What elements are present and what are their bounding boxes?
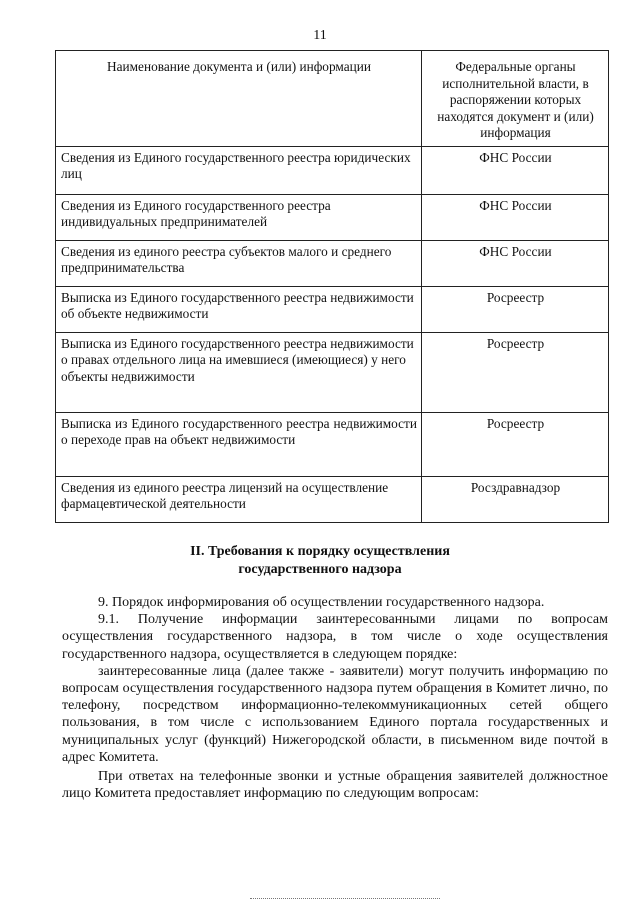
table-row [56,146,609,194]
paragraph: 9. Порядок информирования об осуществлении государственного надзора. [98,595,545,610]
table-cell-authority: ФНС России [422,194,609,240]
table-cell-authority: Росреестр [422,332,609,412]
table-row [56,332,609,412]
table-row [56,194,609,240]
paragraph: заинтересованные лица (далее также - заявители) могут получить информацию по вопросам осуществления государственного надзора путем обращения в Комитет лично, по телефону, посредством информационно-телекоммуникационных сетей общего пользования, в том числе с использованием Единого портала государственных и муниципальных услуг (функций) Нижегородской области, в письменном виде почтой в адрес Комитета. [62,663,608,765]
table-row [56,412,609,476]
table-header-document: Наименование документа и (или) информации [56,51,422,147]
table-cell-document: Сведения из единого реестра субъектов малого и среднего предпринимательства [56,240,422,286]
table-cell-document: Выписка из Единого государственного реестра недвижимости о переходе прав на объект недвижимости [56,412,422,476]
table-cell-authority: ФНС России [422,146,609,194]
table-row [56,240,609,286]
table-cell-document: Сведения из Единого государственного реестра юридических лиц [56,146,422,194]
documents-table [55,50,609,523]
table-cell-document: Сведения из Единого государственного реестра индивидуальных предпринимателей [56,194,422,240]
section-heading [0,543,640,579]
table-cell-authority: Росреестр [422,286,609,332]
section-title-line1: II. Требования к порядку осуществления [190,544,450,559]
table-row [56,476,609,522]
table-cell-authority: Росздравнадзор [422,476,609,522]
section-title-line2: государственного надзора [238,562,402,577]
table-header-row [56,51,609,147]
table-cell-authority: Росреестр [422,412,609,476]
table-header-authority: Федеральные органы исполнительной власти, в распоряжении которых находятся документ и (или) информация [422,51,609,147]
table-cell-document: Выписка из Единого государственного реестра недвижимости о правах отдельного лица на имевшиеся (имеющиеся) у него объекты недвижимости [56,332,422,412]
page-number: 11 [313,28,327,43]
table-row [56,286,609,332]
table-cell-document: Выписка из Единого государственного реестра недвижимости об объекте недвижимости [56,286,422,332]
table-cell-authority: ФНС России [422,240,609,286]
table-cell-document: Сведения из единого реестра лицензий на осуществление фармацевтической деятельности [56,476,422,522]
paragraph: При ответах на телефонные звонки и устные обращения заявителей должностное лицо Комитета предоставляет информацию по следующим вопросам: [62,769,608,802]
bottom-divider [250,898,440,899]
paragraph: 9.1. Получение информации заинтересованными лицами по вопросам осуществления государственного надзора, в том числе о ходе осуществления государственного надзора, осуществляется в следующем порядке: [62,612,608,662]
body-text [62,594,608,802]
